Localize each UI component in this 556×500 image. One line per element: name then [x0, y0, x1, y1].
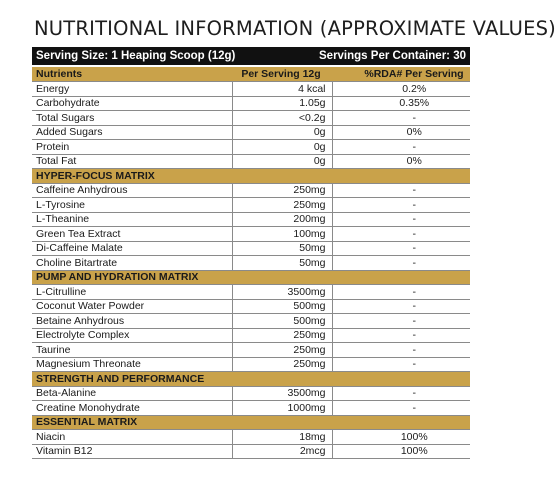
nutrient-amount: 3500mg	[232, 285, 332, 300]
nutrient-name: Creatine Monohydrate	[36, 401, 140, 414]
section-title: HYPER-FOCUS MATRIX	[32, 169, 470, 184]
nutrient-name: Added Sugars	[36, 126, 103, 139]
nutrient-rda: 100%	[332, 430, 470, 445]
table-row	[32, 256, 470, 271]
nutrient-amount: 100mg	[232, 227, 332, 242]
nutrient-amount: 2mcg	[232, 444, 332, 459]
nutrient-rda: 0.2%	[332, 82, 470, 97]
section-title: STRENGTH AND PERFORMANCE	[32, 372, 470, 387]
table-row	[32, 140, 470, 155]
serving-size: Serving Size: 1 Heaping Scoop (12g)	[36, 50, 236, 62]
nutrient-name: L-Tyrosine	[36, 198, 86, 211]
table-row	[32, 227, 470, 242]
nutrient-name: Niacin	[36, 430, 66, 443]
nutrient-rda: -	[332, 183, 470, 198]
nutrient-amount: 250mg	[232, 357, 332, 372]
table-row	[32, 444, 470, 459]
nutrient-amount: 18mg	[232, 430, 332, 445]
nutrient-amount: 0g	[232, 140, 332, 155]
nutrient-amount: 1.05g	[232, 96, 332, 111]
nutrient-amount: 250mg	[232, 328, 332, 343]
serving-bar	[32, 47, 470, 65]
table-row	[32, 357, 470, 372]
nutrient-amount: 250mg	[232, 343, 332, 358]
nutrient-name: Di-Caffeine Malate	[36, 242, 123, 255]
nutrient-rda: -	[332, 328, 470, 343]
table-row	[32, 430, 470, 445]
nutrient-name: Protein	[36, 140, 70, 153]
nutrient-name: Magnesium Threonate	[36, 358, 141, 371]
nutrient-name: L-Theanine	[36, 213, 90, 226]
nutrient-amount: 50mg	[232, 241, 332, 256]
nutrient-name: Total Fat	[36, 155, 77, 168]
table-row	[32, 212, 470, 227]
table-row	[32, 154, 470, 169]
table-row	[32, 111, 470, 126]
table-row	[32, 241, 470, 256]
nutrient-amount: 500mg	[232, 299, 332, 314]
table-row	[32, 314, 470, 329]
nutrient-rda: -	[332, 343, 470, 358]
section-header-row	[32, 415, 470, 430]
nutrient-amount: 250mg	[232, 183, 332, 198]
nutrient-name: Green Tea Extract	[36, 227, 121, 240]
nutrient-rda: -	[332, 256, 470, 271]
nutrient-amount: 200mg	[232, 212, 332, 227]
table-row	[32, 285, 470, 300]
nutrient-amount: 4 kcal	[232, 82, 332, 97]
nutrient-rda: -	[332, 299, 470, 314]
nutrition-table	[32, 67, 470, 459]
nutrient-rda: 0.35%	[332, 96, 470, 111]
table-row	[32, 299, 470, 314]
nutrient-name: Vitamin B12	[36, 445, 93, 458]
nutrient-rda: -	[332, 314, 470, 329]
nutrient-amount: 500mg	[232, 314, 332, 329]
nutrient-amount: 50mg	[232, 256, 332, 271]
nutrient-amount: <0.2g	[232, 111, 332, 126]
nutrient-name: Coconut Water Powder	[36, 300, 145, 313]
page-title: NUTRITIONAL INFORMATION (APPROXIMATE VALUES)	[34, 17, 556, 40]
table-row	[32, 386, 470, 401]
header-per-serving: Per Serving 12g	[232, 67, 332, 82]
header-rda: %RDA# Per Serving	[332, 67, 470, 82]
nutrient-rda: -	[332, 140, 470, 155]
nutrient-rda: 0%	[332, 125, 470, 140]
section-header-row	[32, 169, 470, 184]
section-title: PUMP AND HYDRATION MATRIX	[32, 270, 470, 285]
nutrient-rda: -	[332, 111, 470, 126]
nutrient-amount: 250mg	[232, 198, 332, 213]
nutrient-rda: -	[332, 198, 470, 213]
nutrient-rda: 100%	[332, 444, 470, 459]
table-row	[32, 96, 470, 111]
nutrient-amount: 0g	[232, 125, 332, 140]
nutrient-rda: -	[332, 227, 470, 242]
nutrient-name: Choline Bitartrate	[36, 256, 118, 269]
nutrient-name: Taurine	[36, 343, 71, 356]
table-row	[32, 125, 470, 140]
section-header-row	[32, 270, 470, 285]
nutrient-amount: 1000mg	[232, 401, 332, 416]
nutrient-name: Caffeine Anhydrous	[36, 184, 128, 197]
nutrient-name: L-Citrulline	[36, 285, 87, 298]
nutrient-name: Electrolyte Complex	[36, 329, 130, 342]
nutrient-amount: 3500mg	[232, 386, 332, 401]
nutrient-amount: 0g	[232, 154, 332, 169]
nutrient-rda: -	[332, 212, 470, 227]
nutrient-rda: -	[332, 241, 470, 256]
nutrient-name: Beta-Alanine	[36, 387, 97, 400]
section-header-row	[32, 372, 470, 387]
nutrient-name: Energy	[36, 82, 70, 95]
nutrient-rda: -	[332, 401, 470, 416]
section-title: ESSENTIAL MATRIX	[32, 415, 470, 430]
nutrient-rda: 0%	[332, 154, 470, 169]
table-row	[32, 82, 470, 97]
nutrient-rda: -	[332, 285, 470, 300]
nutrient-name: Total Sugars	[36, 111, 95, 124]
nutrient-name: Betaine Anhydrous	[36, 314, 125, 327]
header-nutrients: Nutrients	[32, 67, 232, 82]
nutrient-rda: -	[332, 386, 470, 401]
table-row	[32, 328, 470, 343]
table-row	[32, 343, 470, 358]
servings-per-container: Servings Per Container: 30	[319, 50, 466, 62]
nutrient-name: Carbohydrate	[36, 97, 100, 110]
table-body	[32, 82, 470, 459]
nutrient-rda: -	[332, 357, 470, 372]
table-header-row	[32, 67, 470, 82]
table-row	[32, 198, 470, 213]
table-row	[32, 401, 470, 416]
table-row	[32, 183, 470, 198]
